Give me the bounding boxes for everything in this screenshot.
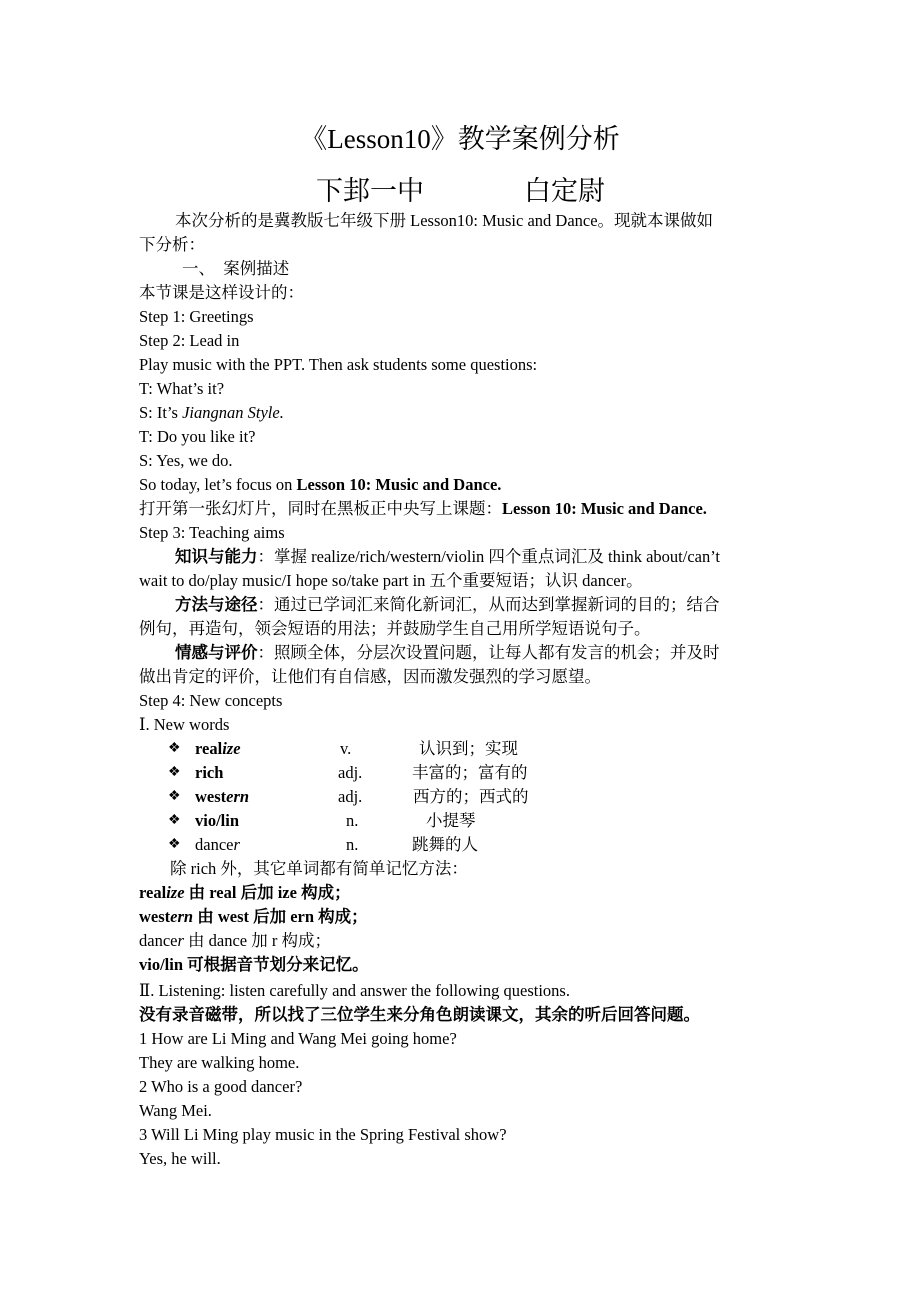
question-2: 2 Who is a good dancer? [139, 1077, 303, 1096]
slide-line: 打开第一张幻灯片，同时在黑板正中央写上课题：Lesson 10: Music and Dance. [139, 499, 707, 518]
dialog-t2: T: Do you like it? [139, 427, 256, 446]
word-term: rich [195, 763, 224, 782]
word-pos: n. [346, 811, 359, 830]
answer-1: They are walking home. [139, 1053, 300, 1072]
dialog-s2: S: Yes, we do. [139, 451, 233, 470]
aims-method-line-2: 例句，再造句，领会短语的用法；并鼓励学生自己用所学短语说句子。 [139, 619, 651, 638]
diamond-bullet-icon: ❖ [168, 813, 181, 828]
word-meaning: 小提琴 [426, 811, 476, 830]
memory-line-3: dancer 由 dance 加 r 构成； [139, 931, 331, 950]
step-1: Step 1: Greetings [139, 307, 254, 326]
document-title: 《Lesson10》教学案例分析 [300, 124, 620, 154]
intro-line-2: 下分析： [139, 235, 205, 254]
word-meaning: 西方的；西式的 [413, 787, 529, 806]
word-term: western [195, 787, 250, 806]
word-term: dancer [195, 835, 240, 854]
diamond-bullet-icon: ❖ [168, 837, 181, 852]
aims-emotion-line-1: 情感与评价：照顾全体，分层次设置问题，让每人都有发言的机会；并及时 [175, 643, 720, 662]
question-3: 3 Will Li Ming play music in the Spring Festival show? [139, 1125, 507, 1144]
word-pos: v. [340, 739, 352, 758]
intro-line-1: 本次分析的是冀教版七年级下册 Lesson10: Music and Dance。现就本课做如 [175, 211, 714, 230]
diamond-bullet-icon: ❖ [168, 765, 181, 780]
focus-line: So today, let’s focus on Lesson 10: Music and Dance. [139, 475, 502, 494]
word-term: vio/lin [195, 811, 240, 830]
word-term: realize [195, 739, 241, 758]
memory-line-4: vio/lin 可根据音节划分来记忆。 [139, 955, 369, 974]
author-name: 白定尉 [524, 176, 605, 206]
memory-intro: 除 rich 外，其它单词都有简单记忆方法： [170, 859, 468, 878]
step-3: Step 3: Teaching aims [139, 523, 285, 542]
word-pos: n. [346, 835, 359, 854]
word-meaning: 认识到；实现 [419, 739, 518, 758]
step-2-text: Play music with the PPT. Then ask students some questions: [139, 355, 538, 374]
section-heading: 一、 案例描述 [182, 259, 290, 278]
word-pos: adj. [338, 763, 363, 782]
answer-2: Wang Mei. [139, 1101, 212, 1120]
step-4: Step 4: New concepts [139, 691, 283, 710]
word-meaning: 跳舞的人 [412, 835, 478, 854]
word-meaning: 丰富的；富有的 [412, 763, 528, 782]
answer-3: Yes, he will. [139, 1149, 221, 1168]
listening-note: 没有录音磁带，所以找了三位学生来分角色朗读课文，其余的听后回答问题。 [139, 1005, 700, 1024]
new-words-title: Ⅰ. New words [139, 715, 230, 734]
word-pos: adj. [338, 787, 363, 806]
question-1: 1 How are Li Ming and Wang Mei going home? [139, 1029, 457, 1048]
design-intro: 本节课是这样设计的： [139, 283, 304, 302]
school-name: 下邽一中 [316, 176, 424, 206]
dialog-t1: T: What’s it? [139, 379, 225, 398]
aims-knowledge-line-2: wait to do/play music/I hope so/take part in 五个重要短语；认识 dancer。 [139, 571, 643, 590]
diamond-bullet-icon: ❖ [168, 741, 181, 756]
aims-emotion-line-2: 做出肯定的评价，让他们有自信感，因而激发强烈的学习愿望。 [139, 667, 601, 686]
memory-line-1: realize 由 real 后加 ize 构成； [139, 883, 351, 902]
step-2: Step 2: Lead in [139, 331, 240, 350]
memory-line-2: western 由 west 后加 ern 构成； [139, 907, 368, 926]
aims-method-line-1: 方法与途径：通过已学词汇来简化新词汇，从而达到掌握新词的目的；结合 [175, 595, 720, 614]
dialog-s1: S: It’s Jiangnan Style. [139, 403, 284, 422]
listening-title: Ⅱ. Listening: listen carefully and answer the following questions. [139, 981, 570, 1000]
diamond-bullet-icon: ❖ [168, 789, 181, 804]
aims-knowledge-line-1: 知识与能力：掌握 realize/rich/western/violin 四个重点词汇及 think about/can’t [175, 547, 721, 566]
